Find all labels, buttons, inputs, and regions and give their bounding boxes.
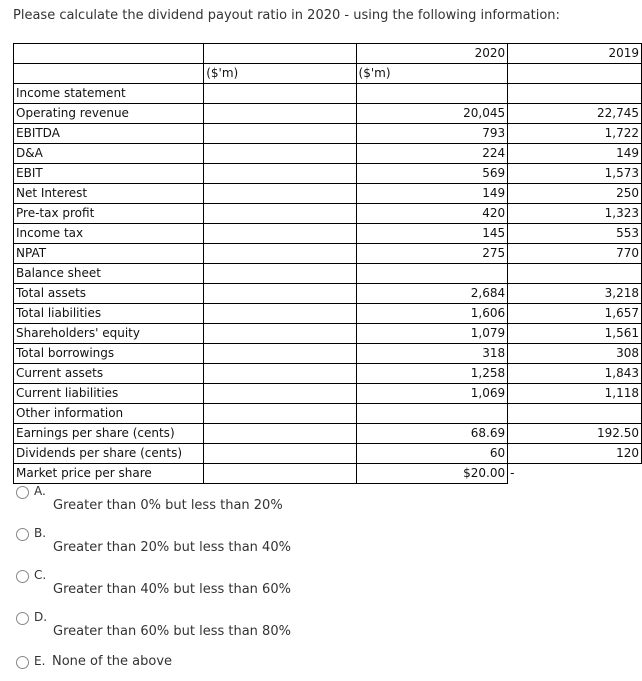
table-row	[14, 144, 642, 164]
option-letter: A.	[34, 484, 46, 498]
unit-cell	[204, 464, 356, 484]
unit-cell	[204, 144, 356, 164]
year-2020-header: 2020	[356, 44, 508, 64]
value-2020: 68.69	[356, 424, 508, 444]
row-label: Total borrowings	[14, 344, 204, 364]
unit-cell	[204, 404, 356, 424]
row-label: Market price per share	[14, 464, 204, 484]
row-label: D&A	[14, 144, 204, 164]
row-label: Total assets	[14, 284, 204, 304]
table-row	[14, 424, 642, 444]
value-2020: 1,258	[356, 364, 508, 384]
radio-button[interactable]	[16, 486, 29, 499]
table-header-row	[14, 44, 642, 64]
value-2019: 770	[508, 244, 642, 264]
table-row	[14, 364, 642, 384]
question-text: Please calculate the dividend payout ratio in 2020 - using the following information:	[13, 8, 560, 23]
radio-button[interactable]	[16, 656, 29, 669]
table-row	[14, 384, 642, 404]
value-2019: -	[508, 464, 642, 484]
unit-cell	[204, 224, 356, 244]
table-row	[14, 104, 642, 124]
units-blank-cell	[14, 64, 204, 84]
table-row	[14, 344, 642, 364]
value-2020	[356, 404, 508, 424]
unit-cell	[204, 364, 356, 384]
radio-button[interactable]	[16, 570, 29, 583]
unit-cell	[204, 104, 356, 124]
value-2020: 145	[356, 224, 508, 244]
units-row	[14, 64, 642, 84]
unit-cell	[204, 384, 356, 404]
row-label: Total liabilities	[14, 304, 204, 324]
unit-cell	[204, 304, 356, 324]
value-2020: 275	[356, 244, 508, 264]
value-2020	[356, 84, 508, 104]
value-2020: 1,069	[356, 384, 508, 404]
value-2019: 1,573	[508, 164, 642, 184]
value-2020: 1,606	[356, 304, 508, 324]
value-2019: 1,118	[508, 384, 642, 404]
value-2020: 569	[356, 164, 508, 184]
option-letter: B.	[34, 526, 47, 540]
unit-cell	[204, 284, 356, 304]
row-label: Other information	[14, 404, 204, 424]
table-row	[14, 84, 642, 104]
header-blank-cell	[204, 44, 356, 64]
value-2020: 1,079	[356, 324, 508, 344]
unit-cell	[204, 164, 356, 184]
value-2020: 420	[356, 204, 508, 224]
units-blank-cell	[508, 64, 642, 84]
option-text: Greater than 40% but less than 60%	[53, 582, 291, 597]
table-row	[14, 124, 642, 144]
row-label: Income tax	[14, 224, 204, 244]
value-2020: 149	[356, 184, 508, 204]
value-2019	[508, 404, 642, 424]
value-2020: 318	[356, 344, 508, 364]
unit-cell	[204, 424, 356, 444]
row-label: Current liabilities	[14, 384, 204, 404]
value-2020: $20.00	[356, 464, 508, 484]
value-2019	[508, 264, 642, 284]
value-2019: 250	[508, 184, 642, 204]
value-2019: 1,843	[508, 364, 642, 384]
radio-button[interactable]	[16, 528, 29, 541]
option-text: Greater than 60% but less than 80%	[53, 624, 291, 639]
value-2019: 553	[508, 224, 642, 244]
value-2020: 224	[356, 144, 508, 164]
value-2019	[508, 84, 642, 104]
table-row	[14, 164, 642, 184]
unit-cell	[204, 444, 356, 464]
table-row	[14, 264, 642, 284]
row-label: Shareholders' equity	[14, 324, 204, 344]
year-2019-header: 2019	[508, 44, 642, 64]
option-letter: D.	[34, 610, 48, 624]
value-2019: 1,722	[508, 124, 642, 144]
row-label: Operating revenue	[14, 104, 204, 124]
unit-cell	[204, 184, 356, 204]
unit-cell	[204, 244, 356, 264]
unit-label: ($'m)	[204, 64, 356, 84]
value-2020: 60	[356, 444, 508, 464]
value-2019: 1,657	[508, 304, 642, 324]
row-label: Current assets	[14, 364, 204, 384]
table-row	[14, 244, 642, 264]
value-2020	[356, 264, 508, 284]
row-label: Earnings per share (cents)	[14, 424, 204, 444]
header-blank-cell	[14, 44, 204, 64]
unit-label: ($'m)	[356, 64, 508, 84]
table-row	[14, 404, 642, 424]
table-row	[14, 204, 642, 224]
unit-cell	[204, 324, 356, 344]
row-label: EBIT	[14, 164, 204, 184]
row-label: Pre-tax profit	[14, 204, 204, 224]
row-label: EBITDA	[14, 124, 204, 144]
value-2019: 120	[508, 444, 642, 464]
row-label: NPAT	[14, 244, 204, 264]
value-2019: 1,323	[508, 204, 642, 224]
table-row	[14, 224, 642, 244]
row-label: Net Interest	[14, 184, 204, 204]
unit-cell	[204, 264, 356, 284]
value-2020: 793	[356, 124, 508, 144]
table-row	[14, 184, 642, 204]
table-row	[14, 284, 642, 304]
unit-cell	[204, 124, 356, 144]
table-row	[14, 444, 642, 464]
value-2019: 192.50	[508, 424, 642, 444]
unit-cell	[204, 84, 356, 104]
table-row	[14, 324, 642, 344]
option-text: Greater than 20% but less than 40%	[53, 540, 291, 555]
option-letter: C.	[34, 568, 47, 582]
radio-button[interactable]	[16, 612, 29, 625]
option-text: Greater than 0% but less than 20%	[53, 498, 283, 513]
value-2020: 2,684	[356, 284, 508, 304]
row-label: Dividends per share (cents)	[14, 444, 204, 464]
unit-cell	[204, 344, 356, 364]
row-label: Income statement	[14, 84, 204, 104]
value-2019: 22,745	[508, 104, 642, 124]
table-row	[14, 464, 642, 484]
value-2020: 20,045	[356, 104, 508, 124]
table-row	[14, 304, 642, 324]
value-2019: 308	[508, 344, 642, 364]
row-label: Balance sheet	[14, 264, 204, 284]
unit-cell	[204, 204, 356, 224]
value-2019: 3,218	[508, 284, 642, 304]
value-2019: 149	[508, 144, 642, 164]
option-text: None of the above	[52, 654, 173, 669]
option-letter: E.	[34, 654, 46, 668]
financial-table	[13, 43, 642, 484]
value-2019: 1,561	[508, 324, 642, 344]
